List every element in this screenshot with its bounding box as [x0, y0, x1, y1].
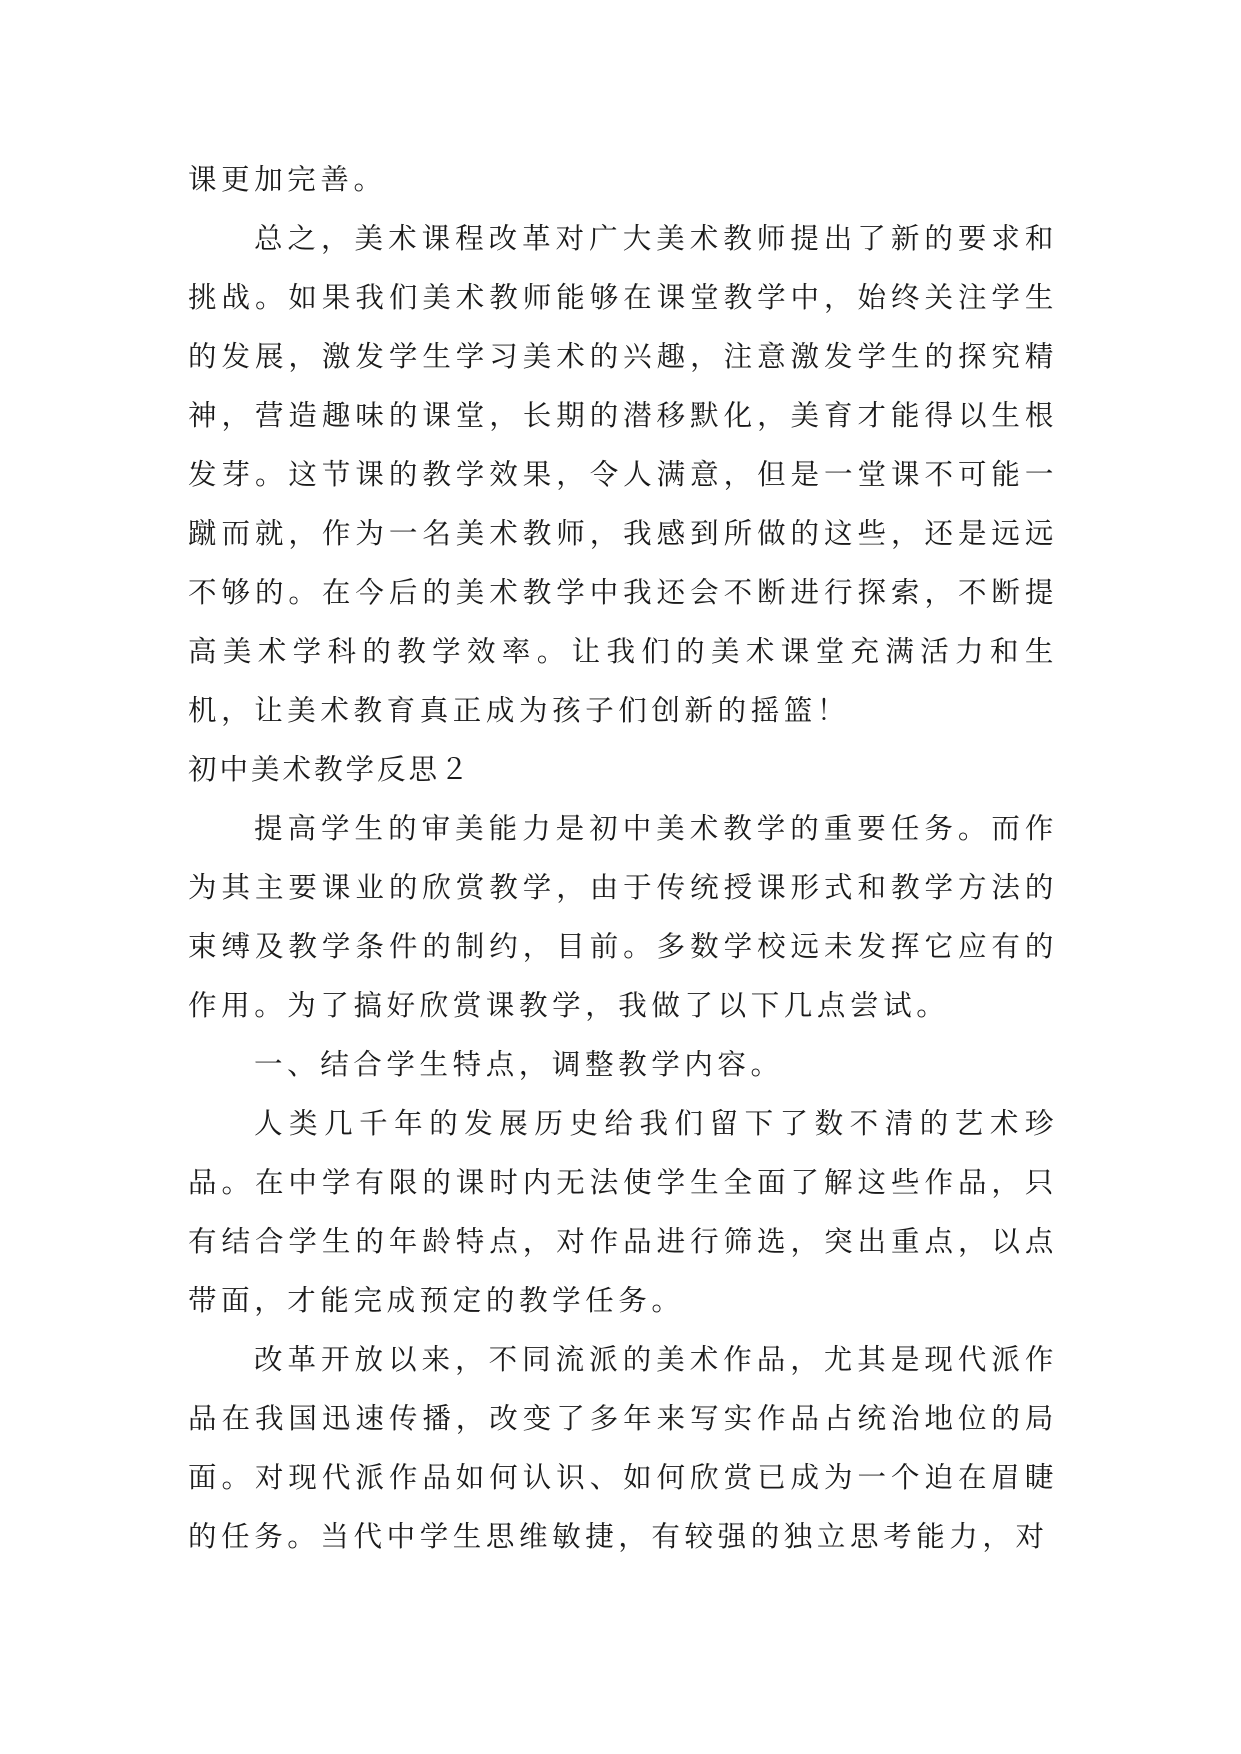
section-heading: 初中美术教学反思２ [188, 753, 472, 786]
document-body [188, 150, 1058, 1566]
paragraph-continuation: 课更加完善。 [188, 163, 387, 196]
paragraph-art-history: 人类几千年的发展历史给我们留下了数不清的艺术珍品。在中学有限的课时内无法使学生全面了解这些作品，只有结合学生的年龄特点，对作品进行筛选，突出重点，以点带面，才能完成预定的教学任务。 [188, 1107, 1058, 1317]
paragraph-modern-art: 改革开放以来，不同流派的美术作品，尤其是现代派作品在我国迅速传播，改变了多年来写实作品占统治地位的局面。对现代派作品如何认识、如何欣赏已成为一个迫在眉睫的任务。当代中学生思维敏捷，有较强的独立思考能力，对 [188, 1343, 1058, 1553]
paragraph-intro: 提高学生的审美能力是初中美术教学的重要任务。而作为其主要课业的欣赏教学，由于传统授课形式和教学方法的束缚及教学条件的制约，目前。多数学校远未发挥它应有的作用。为了搞好欣赏课教学，我做了以下几点尝试。 [188, 812, 1058, 1022]
paragraph-conclusion: 总之，美术课程改革对广大美术教师提出了新的要求和挑战。如果我们美术教师能够在课堂教学中，始终关注学生的发展，激发学生学习美术的兴趣，注意激发学生的探究精神，营造趣味的课堂，长期的潜移默化，美育才能得以生根发芽。这节课的教学效果，令人满意，但是一堂课不可能一蹴而就，作为一名美术教师，我感到所做的这些，还是远远不够的。在今后的美术教学中我还会不断进行探索，不断提高美术学科的教学效率。让我们的美术课堂充满活力和生机，让美术教育真正成为孩子们创新的摇篮！ [188, 222, 1058, 727]
paragraph-point-one: 一、结合学生特点，调整教学内容。 [254, 1048, 784, 1081]
